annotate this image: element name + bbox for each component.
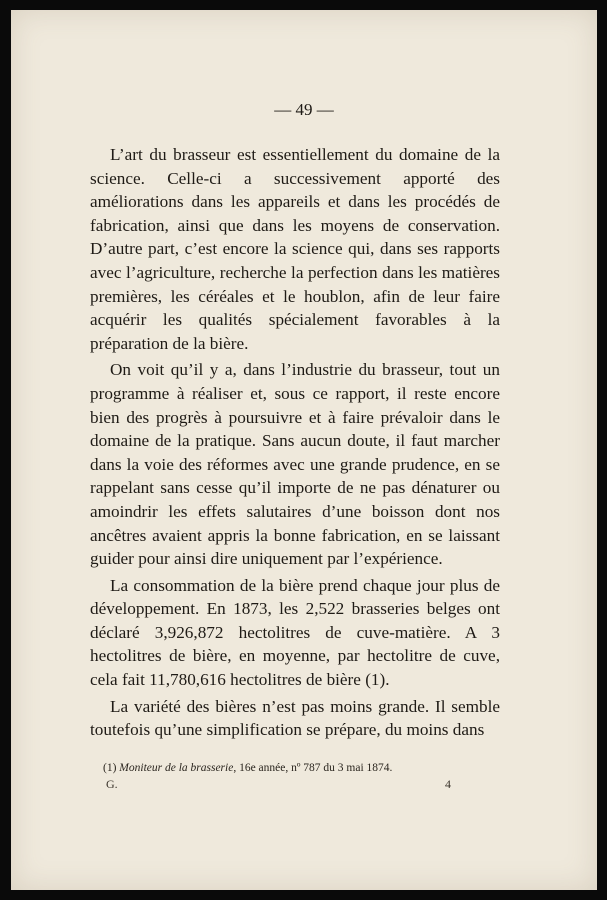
book-page xyxy=(11,10,597,890)
footnote-details: , 16e année, nº 787 du 3 mai 1874. xyxy=(233,762,393,774)
signature-number: 4 xyxy=(445,777,451,791)
footnote xyxy=(103,762,503,774)
footnote-title: Moniteur de la brasserie xyxy=(119,762,234,774)
paragraph: La consommation de la bière prend chaque jour plus de développement. En 1873, les 2,522 brasseries belges ont déclaré 3,926,872 hectolitres de cuve-matière. A 3 hectolitres de bière, en moyenne, par hectolitre de cuve, cela fait 11,780,616 hectolitres de bière (1). xyxy=(90,575,500,690)
paragraph: On voit qu’il y a, dans l’industrie du brasseur, tout un programme à réaliser et, sous ce rapport, il reste encore bien des progrès à poursuivre et à faire prévaloir dans le domaine de la pratique. Sans aucun doute, il faut marcher dans la voie des réformes avec une grande prudence, en se rappelant sans cesse qu’il importe de ne pas dénaturer ou amoindrir les effets salutaires d’une boisson dont nos ancêtres avaient appris la bonne fabrication, en se laissant guider pour ainsi dire uniquement par l’expérience. xyxy=(90,360,500,569)
signature-mark: G. xyxy=(106,777,118,791)
paragraph: L’art du brasseur est essentiellement du domaine de la science. Celle-ci a successivement apporté des améliorations dans les appareils et dans les procédés de fabrication, ainsi que dans les moyens de conservation. D’autre part, c’est encore la science qui, dans ses rapports avec l’agriculture, recherche la perfection dans les matières premières, les céréales et le houblon, afin de leur faire acquérir les qualités spécialement favorables à la préparation de la bière. xyxy=(90,145,500,353)
body-text xyxy=(90,143,500,745)
page-number: — 49 — xyxy=(274,100,334,119)
footnote-marker: (1) xyxy=(103,762,117,774)
paragraph: La variété des bières n’est pas moins grande. Il semble toutefois qu’une simplification se prépare, du moins dans xyxy=(90,696,500,740)
